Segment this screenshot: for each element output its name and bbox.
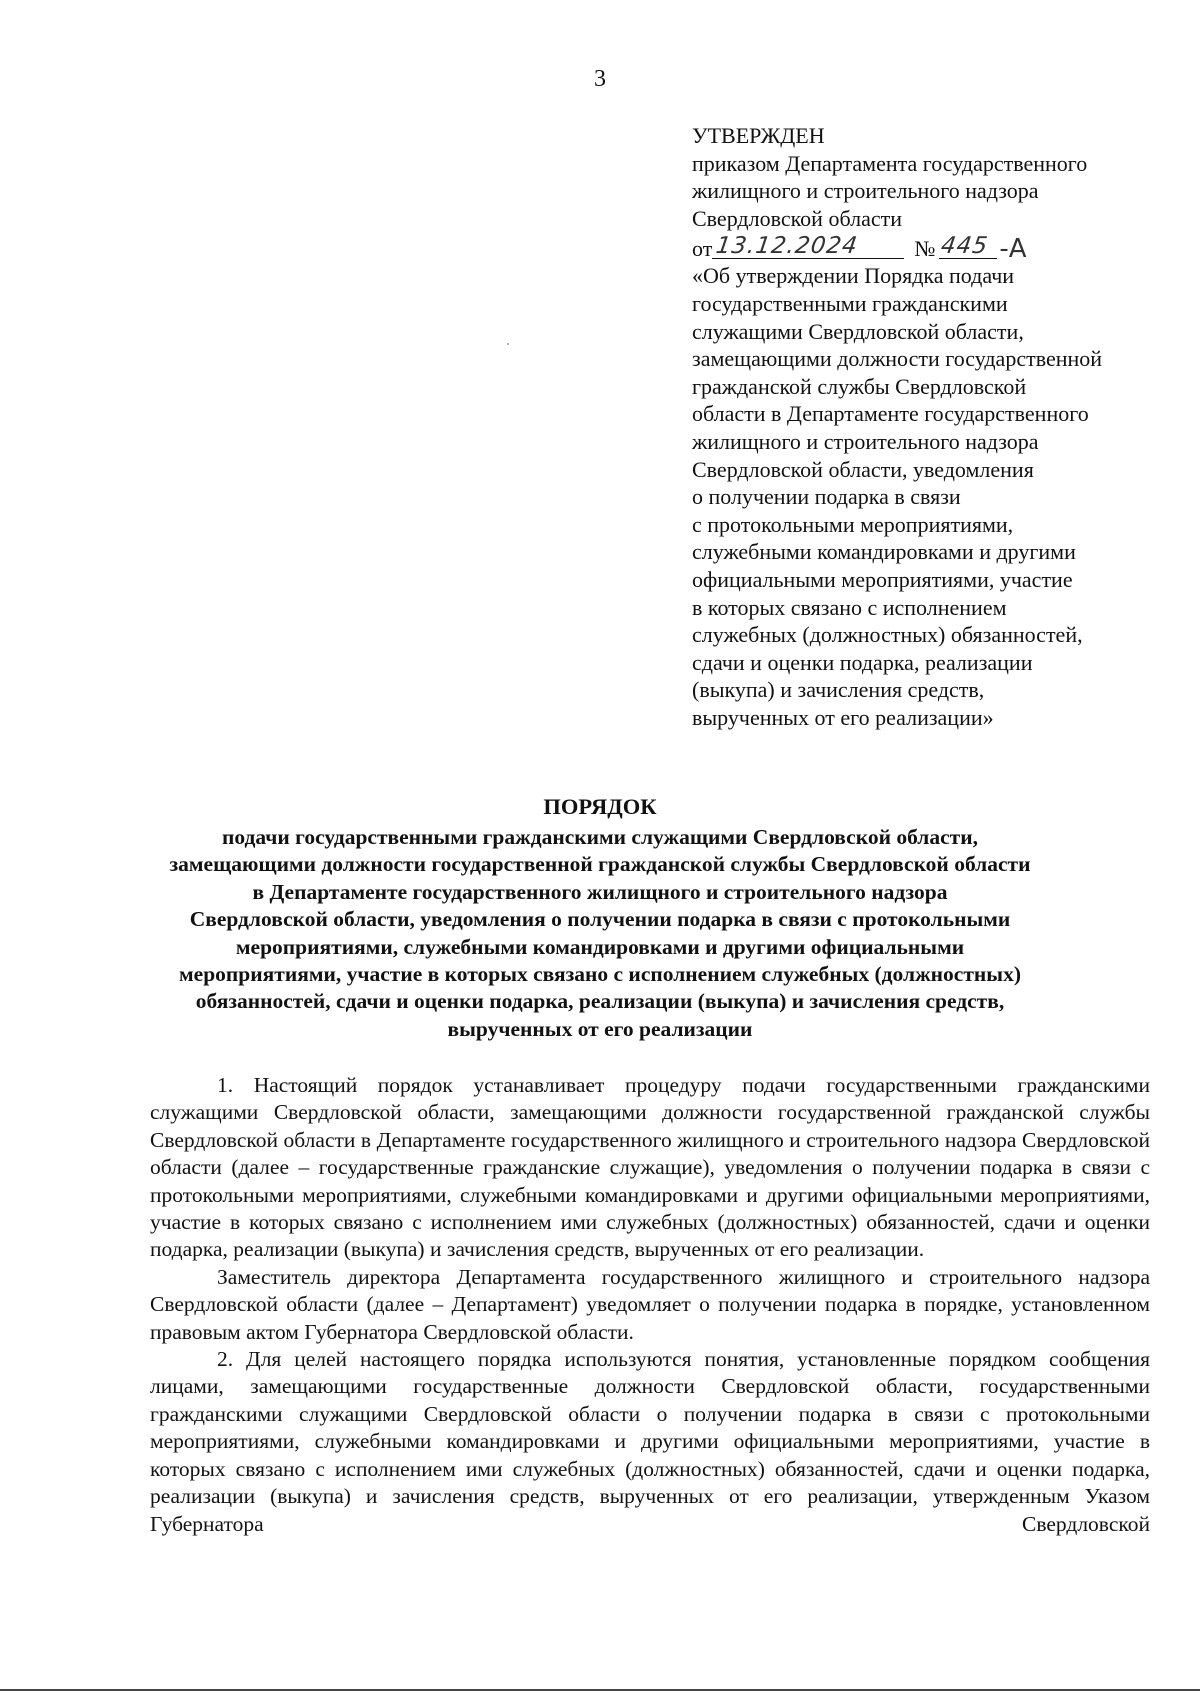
approval-order-title-line: в которых связано с исполнением: [692, 594, 1007, 620]
paragraph-2: 2. Для целей настоящего порядка используются понятия, установленные порядком сообщения лицами, замещающими государственные должности Свердловской области, государственными гражданскими служащими Свердловской области о получении подарка в связи с протокольными мероприятиями, служебными командировками и другими официальными мероприятиями, участие в которых связано с исполнением ими служебных (должностных) обязанностей, сдачи и оценки подарка, реализации (выкупа) и зачисления средств, вырученных от его реализации, утвержденным Указом Губернатора Свердловской: [150, 1347, 1150, 1536]
approval-order-title-line: с протокольными мероприятиями,: [692, 511, 1014, 537]
approval-order-title-line: области в Департаменте государственного: [692, 401, 1089, 427]
approval-order-title-line: вырученных от его реализации»: [692, 704, 994, 730]
handwritten-number: 445: [939, 232, 991, 259]
approval-order-title-line: о получении подарка в связи: [692, 484, 961, 510]
approval-line: Свердловской области: [692, 205, 902, 231]
approval-block: [692, 122, 1162, 731]
document-title: ПОРЯДОК: [543, 794, 657, 819]
approval-order-title-line: официальными мероприятиями, участие: [692, 566, 1073, 592]
number-prefix: №: [914, 235, 936, 261]
subtitle-line: вырученных от его реализации: [447, 1016, 753, 1041]
subtitle-line: мероприятиями, служебными командировками и другими официальными: [235, 934, 965, 959]
subtitle-line: мероприятиями, участие в которых связано с исполнением служебных (должностных): [179, 962, 1021, 987]
approval-line: жилищного и строительного надзора: [692, 178, 1039, 204]
handwritten-date: 13.12.2024: [714, 232, 860, 259]
approval-order-title-line: служебных (должностных) обязанностей,: [692, 622, 1083, 648]
page-bottom-rule: [0, 1689, 1200, 1691]
subtitle-line: замещающими должности государственной гражданской службы Свердловской области: [169, 852, 1031, 877]
scan-speck: [507, 343, 509, 345]
approval-heading: УТВЕРЖДЕН: [692, 123, 825, 148]
approval-order-title-line: жилищного и строительного надзора: [692, 428, 1039, 454]
approval-order-title-line: Свердловской области, уведомления: [692, 456, 1034, 482]
paragraph-deputy-director: Заместитель директора Департамента государственного жилищного и строительного надзора Свердловской области (далее – Департамент) уведомляет о получении подарка в порядке, установленном правовым актом Губернатора Свердловской области.: [150, 1264, 1150, 1344]
approval-order-title-line: служебными командировками и другими: [692, 539, 1076, 565]
approval-order-title-line: (выкупа) и зачисления средств,: [692, 677, 985, 703]
paragraph-1: 1. Настоящий порядок устанавливает процедуру подачи государственными гражданскими служащими Свердловской области, замещающими должности государственной гражданской службы Свердловской области в Департаменте государственного жилищного и строительного надзора Свердловской области (далее – государственные гражданские служащие), уведомления о получении подарка в связи с протокольными мероприятиями, служебными командировками и другими официальными мероприятиями, участие в которых связано с исполнением ими служебных (должностных) обязанностей, сдачи и оценки подарка, реализации (выкупа) и зачисления средств, вырученных от его реализации.: [150, 1073, 1150, 1262]
number-field: [939, 232, 997, 259]
approval-order-title-line: государственными гражданскими: [692, 290, 1008, 316]
date-field: [712, 232, 904, 259]
approval-order-title-line: замещающими должности государственной: [692, 346, 1103, 372]
document-body: [150, 1072, 1150, 1538]
subtitle-line: обязанностей, сдачи и оценки подарка, реализации (выкупа) и зачисления средств,: [195, 989, 1005, 1014]
document-subtitle: [140, 824, 1060, 1043]
approval-order-title-line: «Об утверждении Порядка подачи: [692, 263, 1015, 289]
approval-line: приказом Департамента государственного: [692, 150, 1088, 176]
approval-order-title-line: сдачи и оценки подарка, реализации: [692, 649, 1033, 675]
subtitle-line: подачи государственными гражданскими служащими Свердловской области,: [222, 825, 978, 849]
subtitle-line: в Департаменте государственного жилищного и строительного надзора: [252, 879, 948, 904]
date-number-row: [692, 232, 1162, 265]
approval-order-title-line: гражданской службы Свердловской: [692, 373, 1027, 399]
page-number: 3: [594, 66, 606, 92]
approval-order-title-line: служащими Свердловской области,: [692, 318, 1024, 344]
subtitle-line: Свердловской области, уведомления о получении подарка в связи с протокольными: [189, 907, 1011, 932]
handwritten-number-suffix: -А: [999, 234, 1027, 265]
date-prefix: от: [692, 235, 713, 261]
